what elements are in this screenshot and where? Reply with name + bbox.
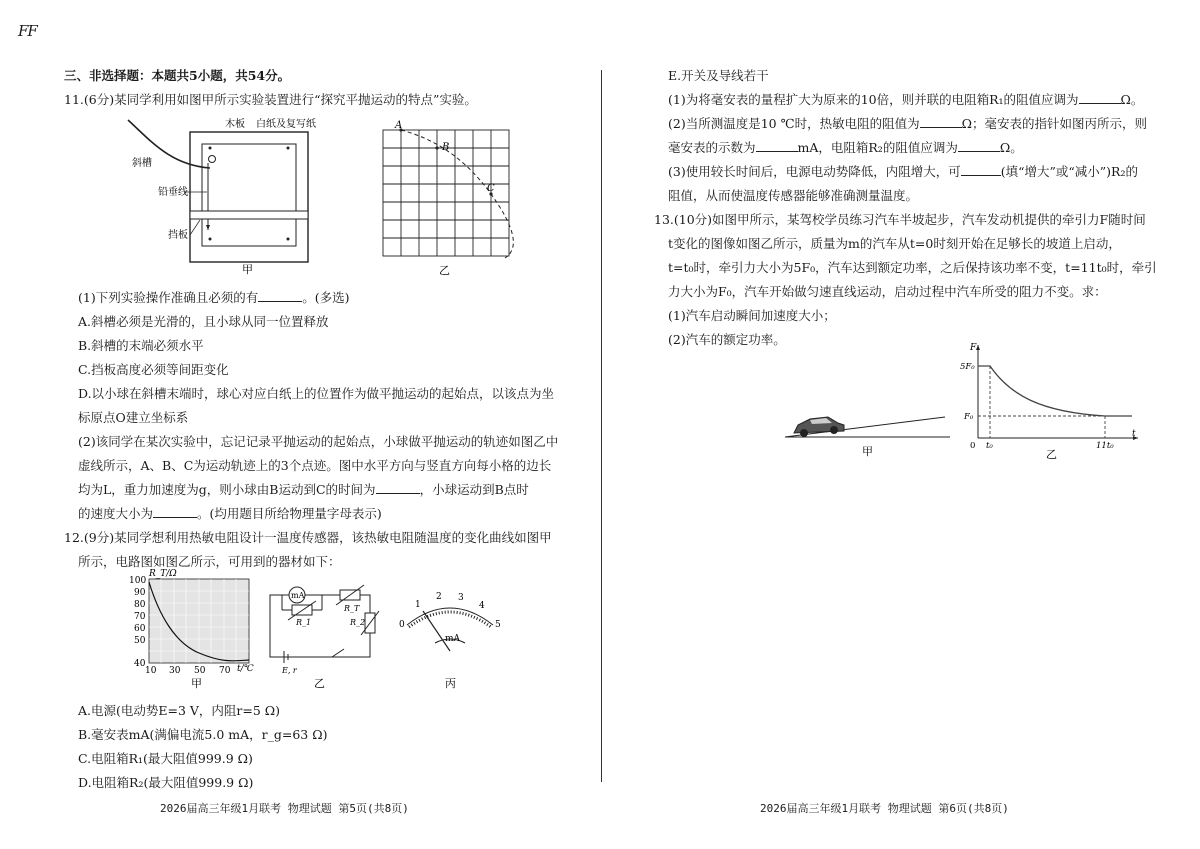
source-label: E, r — [282, 666, 297, 675]
q11-option-b: B.斜槽的末端必须水平 — [78, 338, 204, 353]
ytick-70: 70 — [134, 612, 146, 622]
q11-option-c: C.挡板高度必须等间距变化 — [78, 362, 229, 377]
q12-circuit-diagram — [262, 575, 382, 690]
caption-jia: 甲 — [862, 445, 873, 458]
q13-part1: (1)汽车启动瞬间加速度大小； — [668, 308, 836, 323]
q11-stem: 11.(6分)某同学利用如图甲所示实验装置进行“探究平抛运动的特点”实验。 — [64, 92, 477, 107]
graph-xlabel-t: t — [1132, 429, 1136, 439]
caption-yi: 乙 — [439, 264, 450, 277]
label-plumb-line: 铅垂线 — [158, 187, 188, 198]
q12-sub1: (1)为将毫安表的量程扩大为原来的10倍，则并联的电阻箱R₁的阻值应调为 Ω。 — [668, 92, 1144, 107]
q13-force-time-graph — [960, 340, 1145, 460]
graph-ylabel-F: F — [970, 343, 977, 353]
q13-slope-figure — [780, 395, 955, 460]
label-origin: 0 — [970, 441, 976, 451]
q11-option-a: A.斜槽必须是光滑的，且小球从同一位置释放 — [78, 314, 329, 329]
q12-item-e: E.开关及导线若干 — [668, 68, 769, 83]
q13-part2: (2)汽车的额定功率。 — [668, 332, 786, 347]
caption-yi: 乙 — [314, 677, 325, 690]
q12-item-b: B.毫安表mA(满偏电流5.0 mA，r_g=63 Ω) — [78, 727, 328, 742]
point-A: A — [395, 120, 403, 131]
caption-bing: 丙 — [445, 677, 456, 690]
q12-sub2-cont: 毫安表的示数为 mA，电阻箱R₂的阻值应调为 Ω。 — [668, 140, 1023, 155]
q12-item-a: A.电源(电动势E=3 V，内阻r=5 Ω) — [78, 703, 281, 718]
q12-sub2: (2)当所测温度是10 ℃时，热敏电阻的阻值为 Ω；毫安表的指针如图丙所示，则 — [668, 116, 1147, 131]
dial-tick-0: 0 — [399, 620, 405, 630]
graph-ylabel: R_T/Ω — [149, 569, 177, 579]
q11-part2-line1: (2)该同学在某次实验中，忘记记录平抛运动的起始点，小球做平抛运动的轨迹如图乙中 — [78, 434, 559, 449]
point-B: B — [442, 142, 450, 153]
ytick-50: 50 — [134, 636, 146, 646]
label-chute: 斜槽 — [132, 158, 152, 169]
car-icon — [794, 417, 844, 437]
q12-thermistor-graph — [125, 565, 265, 693]
publisher-logo: FF — [18, 22, 37, 40]
xtick-50: 50 — [194, 666, 206, 676]
q11-part2-line4: 的速度大小为 。(均用题目所给物理量字母表示) — [78, 506, 382, 521]
graph-xlabel: t/℃ — [237, 664, 254, 674]
q12-item-c: C.电阻箱R₁(最大阻值999.9 Ω) — [78, 751, 253, 766]
caption-yi: 乙 — [1046, 448, 1057, 460]
q11-part2-line2: 虚线所示，A、B、C为运动轨迹上的3个点迹。图中水平方向与竖直方向每小格的边长 — [78, 458, 552, 473]
point-C: C — [487, 183, 495, 194]
q12-stem-line1: 12.(9分)某同学想利用热敏电阻设计一温度传感器，该热敏电阻随温度的变化曲线如图甲 — [64, 530, 552, 545]
q13-stem-line3: t=t₀时，牵引力大小为5F₀，汽车达到额定功率，之后保持该功率不变，t=11t₀时，牵引 — [668, 260, 1157, 275]
q11-trajectory-grid — [375, 118, 525, 278]
xtick-70: 70 — [219, 666, 231, 676]
label-paper: 白纸及复写纸 — [256, 119, 316, 130]
left-footer: 2026届高三年级1月联考 物理试题 第5页(共8页) — [160, 802, 409, 815]
q12-sub3: (3)使用较长时间后，电源电动势降低，内阻增大，可 (填“增大”或“减小”)R₂的 — [668, 164, 1138, 179]
ytick-40: 40 — [134, 659, 146, 669]
right-footer: 2026届高三年级1月联考 物理试题 第6页(共8页) — [760, 802, 1009, 815]
ytick-90: 90 — [134, 588, 146, 598]
dial-tick-1: 1 — [415, 600, 421, 610]
label-11t0: 11t₀ — [1096, 441, 1114, 451]
q12-stem-line2: 所示，电路图如图乙所示，可用到的器材如下： — [78, 554, 341, 569]
r2-label: R_2 — [350, 618, 366, 627]
q13-stem-line1: 13.(10分)如图甲所示，某驾校学员练习汽车半坡起步，汽车发动机提供的牵引力F随时间 — [654, 212, 1146, 227]
q12-sub3-cont: 阻值，从而使温度传感器能够准确测量温度。 — [668, 188, 919, 203]
q11-apparatus-figure — [110, 110, 330, 275]
rt-label: R_T — [344, 604, 360, 613]
section-heading: 三、非选择题：本题共5小题，共54分。 — [64, 68, 291, 83]
page-divider — [601, 70, 602, 782]
ammeter-label: mA — [291, 591, 305, 600]
ytick-60: 60 — [134, 624, 146, 634]
q13-stem-line2: t变化的图像如图乙所示，质量为m的汽车从t=0时刻开始在足够长的坡道上启动， — [668, 236, 1121, 251]
xtick-30: 30 — [169, 666, 181, 676]
ytick-80: 80 — [134, 600, 146, 610]
q12-meter-dial — [395, 585, 510, 690]
dial-tick-2: 2 — [436, 592, 442, 602]
q11-part1: (1)下列实验操作准确且必须的有 。(多选) — [78, 290, 350, 305]
label-baffle: 挡板 — [168, 230, 188, 241]
q13-stem-line4: 力大小为F₀，汽车开始做匀速直线运动，启动过程中汽车所受的阻力不变。求： — [668, 284, 1107, 299]
q11-part2-line3: 均为L，重力加速度为g，则小球由B运动到C的时间为 ，小球运动到B点时 — [78, 482, 529, 497]
label-5F0: 5F₀ — [960, 362, 975, 372]
q11-option-d-cont: 标原点O建立坐标系 — [78, 410, 189, 425]
label-F0: F₀ — [964, 412, 974, 422]
r1-label: R_1 — [296, 618, 312, 627]
caption-jia: 甲 — [242, 263, 253, 275]
q11-option-d: D.以小球在斜槽末端时，球心对应白纸上的位置作为做平抛运动的起始点，以该点为坐 — [78, 386, 555, 401]
dial-tick-4: 4 — [479, 601, 485, 611]
label-t0: t₀ — [986, 441, 993, 451]
dial-unit: mA — [445, 634, 461, 644]
caption-jia: 甲 — [191, 677, 202, 690]
dial-tick-5: 5 — [495, 620, 501, 630]
xtick-10: 10 — [145, 666, 157, 676]
q12-item-d: D.电阻箱R₂(最大阻值999.9 Ω) — [78, 775, 254, 790]
dial-tick-3: 3 — [458, 593, 464, 603]
ytick-100: 100 — [129, 576, 147, 586]
label-board: 木板 — [225, 119, 245, 130]
